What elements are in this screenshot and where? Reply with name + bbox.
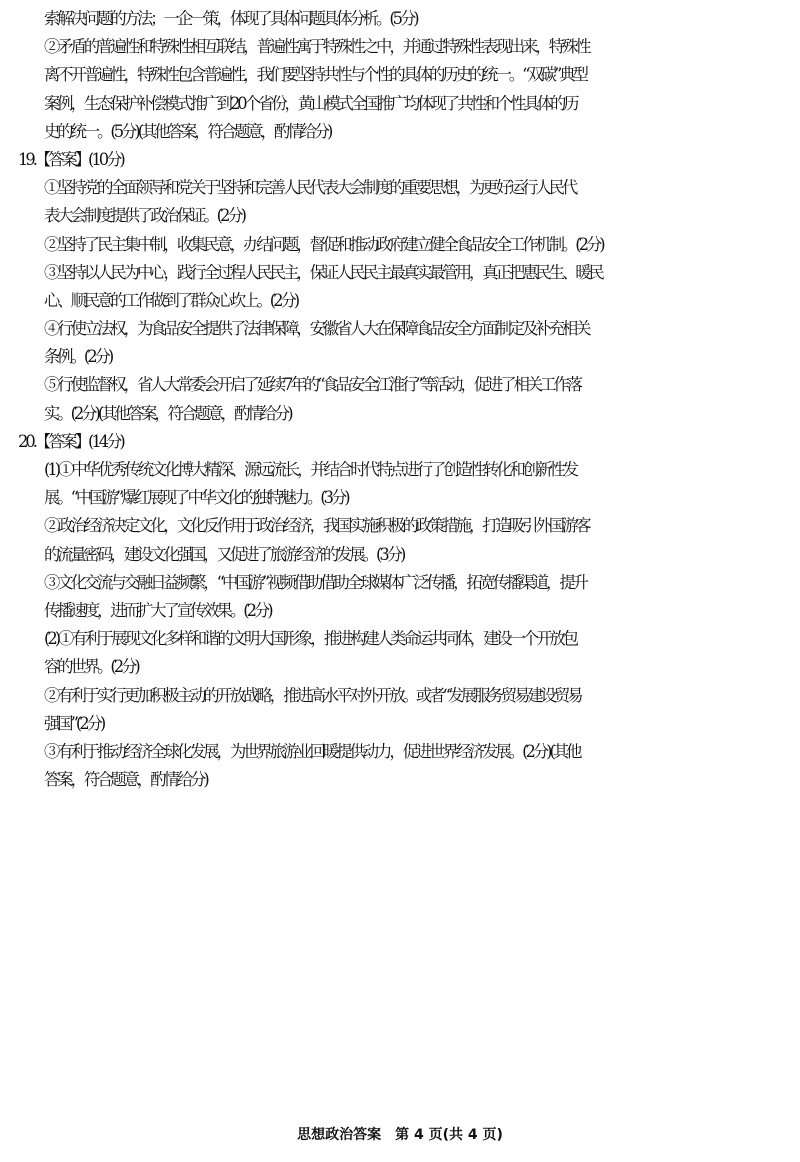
answer-line: 实。(2分)(其他答案，符合题意，酌情给分) [44, 403, 291, 423]
answer-line: ①坚持党的全面领导和党关于坚持和完善人民代表大会制度的重要思想，为更好运行人民代 [44, 178, 576, 198]
answer-line: ③有利于推动经济全球化发展，为世界旅游业回暖提供动力，促进世界经济发展。(2分)(其他 [44, 741, 580, 761]
answer-line: ④行使立法权，为食品安全提供了法律保障，安徽省人大在保障食品安全方面制定及补充相关 [44, 319, 589, 339]
answer-line: 容的世界。(2分) [44, 657, 138, 677]
question-heading: 19.【答案】(10分) [18, 149, 123, 169]
answer-line: 的流量密码，建设文化强国，又促进了旅游经济的发展。(3分) [44, 544, 404, 564]
answer-line: ⑤行使监督权，省人大常委会开启了延续7年的“食品安全江淮行”等活动，促进了相关工作落 [44, 375, 580, 395]
answer-line: ③坚持以人民为中心，践行全过程人民民主，保证人民民主最真实最管用，真正把惠民生、暖民 [44, 262, 602, 282]
answer-line: 案例，生态保护补偿模式推广到20个省份，黄山模式全国推广均体现了共性和个性具体的历 [44, 93, 577, 113]
answer-line: ②有利于实行更加积极主动的开放战略，推进高水平对外开放。或者“发展服务贸易建设贸易 [44, 685, 581, 705]
answer-line: 离不开普遍性，特殊性包含普遍性，我们要坚持共性与个性的具体的历史的统一。“双碳”典型 [44, 65, 586, 85]
question-heading: 20.【答案】(14分) [18, 431, 123, 451]
answer-line: ②政治经济决定文化，文化反作用于政治经济，我国实施积极的政策措施，打造吸引外国游客 [44, 516, 589, 536]
answer-line: 心、顺民意的工作做到了群众心坎上。(2分) [44, 290, 298, 310]
answer-line: 史的统一。(5分)(其他答案，符合题意，酌情给分) [44, 121, 331, 141]
answer-line: 强国”(2分) [44, 713, 104, 733]
answer-line: 传播速度，进而扩大了宣传效果。(2分) [44, 600, 271, 620]
answer-line: 答案，符合题意，酌情给分) [44, 770, 207, 790]
answer-line: 表大会制度提供了政治保证。(2分) [44, 206, 245, 226]
answer-line: ③文化交流与交融日益频繁，“中国游”视频借助借助全球媒体广泛传播，拓宽传播渠道，提升 [44, 572, 586, 592]
answer-body [0, 5, 800, 794]
page-footer: 思想政治答案 第 4 页(共 4 页) [297, 1127, 503, 1143]
answer-line: 条例。(2分) [44, 347, 112, 367]
answer-line: ②矛盾的普遍性和特殊性相互联结，普遍性寓于特殊性之中，并通过特殊性表现出来，特殊性 [44, 37, 589, 57]
answer-line: (1)①中华优秀传统文化博大精深、源远流长，并结合时代特点进行了创造性转化和创新性发 [44, 460, 577, 479]
answer-line: 索解决问题的方法；一企一策，体现了具体问题具体分析。(5分) [44, 9, 417, 28]
answer-line: 展。“中国游”爆红展现了中华文化的独特魅力。(3分) [44, 488, 348, 508]
answer-line: (2)①有利于展现文化多样和谐的文明大国形象，推进构建人类命运共同体，建设一个开放包 [44, 629, 577, 649]
answer-line: ②坚持了民主集中制，收集民意，办结问题，督促和推动政府建立健全食品安全工作机制。(2分) [44, 234, 603, 254]
